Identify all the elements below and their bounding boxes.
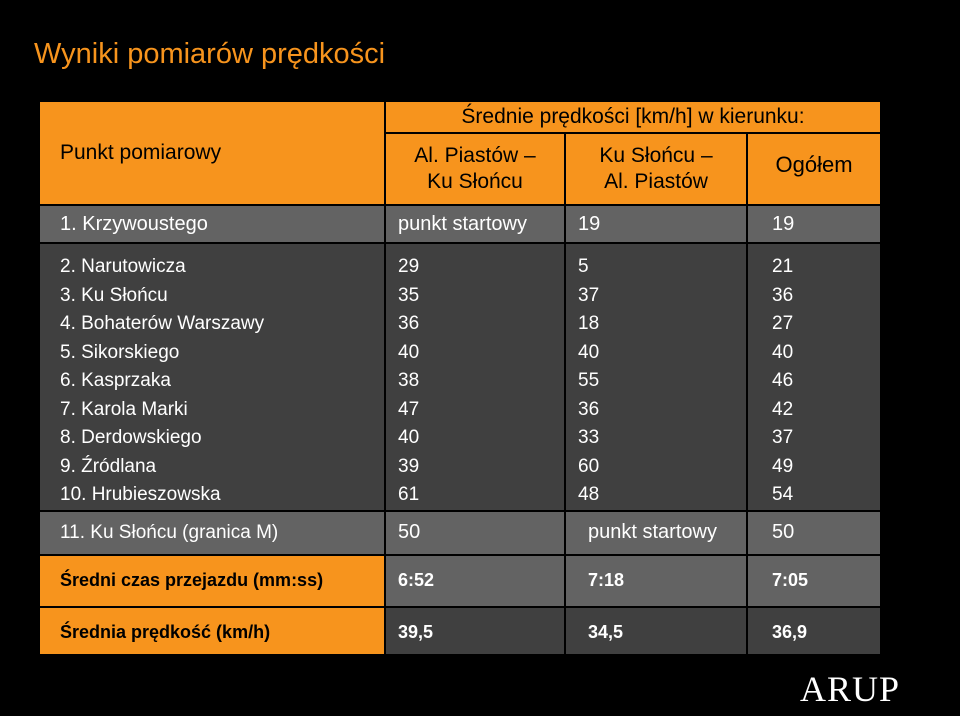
list-item: 5. Sikorskiego <box>60 341 180 363</box>
header-direction-2 <box>565 133 747 205</box>
table-row <box>39 205 881 243</box>
list-item: 47 <box>398 398 420 420</box>
header-row <box>39 101 881 133</box>
list-item: 4. Bohaterów Warszawy <box>60 313 265 334</box>
list-item: 6. Kasprzaka <box>60 370 171 391</box>
header-direction-2-line1: Ku Słońcu – <box>599 144 713 167</box>
list-item: 2. Narutowicza <box>60 256 186 277</box>
list-item: 48 <box>578 484 600 505</box>
list-item: 55 <box>578 370 600 391</box>
header-direction-group: Średnie prędkości [km/h] w kierunku: <box>385 101 881 133</box>
list-item: 40 <box>578 341 600 363</box>
rows-dir2-values <box>565 243 747 511</box>
list-item: 37 <box>578 284 600 306</box>
list-item: 9. Źródlana <box>60 455 157 477</box>
rows-dir1-values <box>385 243 565 511</box>
list-item: 54 <box>772 484 794 505</box>
header-direction-2-line2: Al. Piastów <box>604 170 708 193</box>
list-item: 36 <box>772 284 794 306</box>
list-item: 42 <box>772 398 794 420</box>
list-item: 37 <box>772 427 794 448</box>
list-item: 27 <box>772 313 794 334</box>
list-item: 46 <box>772 370 794 391</box>
list-item: 49 <box>772 455 794 477</box>
row-dir2-value: punkt startowy <box>565 511 747 555</box>
list-item: 33 <box>578 427 600 448</box>
row-point-name: 1. Krzywoustego <box>39 205 385 243</box>
arup-logo: ARUP <box>799 669 900 709</box>
average-time-total: 7:05 <box>747 555 881 607</box>
list-item: 3. Ku Słońcu <box>60 284 168 306</box>
average-speed-total: 36,9 <box>747 607 881 659</box>
header-total: Ogółem <box>747 133 881 205</box>
speed-results-table <box>38 100 882 660</box>
list-item: 18 <box>578 313 600 334</box>
list-item: 39 <box>398 455 420 477</box>
list-item: 29 <box>398 256 420 277</box>
average-speed-label: Średnia prędkość (km/h) <box>39 607 385 659</box>
average-time-label: Średni czas przejazdu (mm:ss) <box>39 555 385 607</box>
average-speed-row <box>39 607 881 659</box>
list-item: 5 <box>578 256 589 277</box>
table-row <box>39 511 881 555</box>
rows-point-names <box>39 243 385 511</box>
average-speed-dir2: 34,5 <box>565 607 747 659</box>
list-item: 38 <box>398 370 420 391</box>
list-item: 10. Hrubieszowska <box>60 484 221 505</box>
average-time-dir1: 6:52 <box>385 555 565 607</box>
list-item: 7. Karola Marki <box>60 398 188 420</box>
list-item: 61 <box>398 484 420 505</box>
row-dir1-value: punkt startowy <box>385 205 565 243</box>
header-direction-1-line1: Al. Piastów – <box>414 144 536 167</box>
list-item: 35 <box>398 284 420 306</box>
row-total-value: 19 <box>747 205 881 243</box>
slide-title: Wyniki pomiarów prędkości <box>34 38 386 70</box>
list-item: 40 <box>398 341 420 363</box>
row-dir1-value: 50 <box>385 511 565 555</box>
header-direction-1 <box>385 133 565 205</box>
row-point-name: 11. Ku Słońcu (granica M) <box>39 511 385 555</box>
row-total-value: 50 <box>747 511 881 555</box>
header-point-label: Punkt pomiarowy <box>39 101 385 205</box>
list-item: 8. Derdowskiego <box>60 427 202 448</box>
list-item: 36 <box>578 398 600 420</box>
list-item: 40 <box>772 341 794 363</box>
average-time-row <box>39 555 881 607</box>
average-speed-dir1: 39,5 <box>385 607 565 659</box>
rows-total-values <box>747 243 881 511</box>
header-direction-1-line2: Ku Słońcu <box>427 170 523 193</box>
list-item: 36 <box>398 313 420 334</box>
list-item: 40 <box>398 427 420 448</box>
list-item: 60 <box>578 455 600 477</box>
row-dir2-value: 19 <box>565 205 747 243</box>
average-time-dir2: 7:18 <box>565 555 747 607</box>
list-item: 21 <box>772 256 794 277</box>
table-rows-group <box>39 243 881 511</box>
